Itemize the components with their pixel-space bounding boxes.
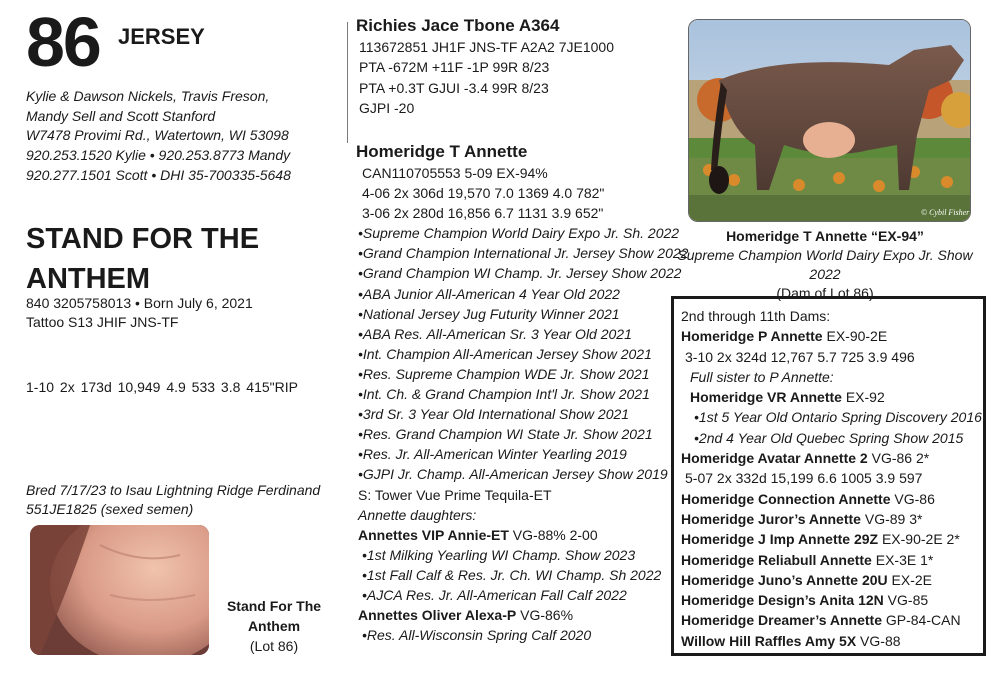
udder-photo bbox=[30, 525, 209, 655]
dam-honor: •GJPI Jr. Champ. All-American Jersey Show 2019 bbox=[358, 466, 668, 483]
dam-honor: •Res. Grand Champion WI State Jr. Show 2021 bbox=[358, 426, 653, 443]
dam-sire-line: S: Tower Vue Prime Tequila-ET bbox=[358, 486, 552, 503]
sire-name: Richies Jace Tbone A364 bbox=[356, 16, 560, 35]
dam-entry-score: VG-86 2* bbox=[867, 450, 930, 467]
owners-phone: 920.277.1501 Scott • DHI 35-700335-5648 bbox=[26, 166, 291, 183]
dam-entry-name: Homeridge VR Annette bbox=[690, 389, 842, 406]
dam-entry-score: VG-85 bbox=[883, 592, 929, 609]
daughters-label: Annette daughters: bbox=[358, 506, 477, 523]
dam-entry-score: EX-2E bbox=[887, 571, 933, 588]
dams-heading: 2nd through 11th Dams: bbox=[681, 308, 831, 324]
caption-lot: (Lot 86) bbox=[249, 638, 299, 654]
photo-watermark: © Cybil Fisher bbox=[921, 208, 970, 217]
dam-honor: •Supreme Champion World Dairy Expo Jr. Sh. 2022 bbox=[358, 225, 680, 242]
dam-entry-score: EX-3E 1* bbox=[871, 551, 934, 568]
daughter-honor: •1st Fall Calf & Res. Jr. Ch. WI Champ. Sh 2022 bbox=[362, 566, 662, 583]
daughter-honor: •AJCA Res. Jr. All-American Fall Calf 2022 bbox=[362, 586, 627, 603]
sire-line: 113672851 JH1F JNS-TF A2A2 7JE1000 bbox=[359, 39, 615, 55]
dams-box bbox=[671, 296, 986, 656]
owners-block bbox=[26, 87, 291, 186]
sire-line: PTA -672M +11F -1P 99R 8/23 bbox=[359, 59, 550, 76]
dam-entry bbox=[681, 631, 982, 651]
dam-entry bbox=[681, 489, 982, 509]
tattoo-line: Tattoo S13 JHIF JNS-TF bbox=[26, 314, 179, 330]
dam-photo bbox=[688, 19, 971, 222]
sire-line: PTA +0.3T GJUI -3.4 99R 8/23 bbox=[359, 79, 549, 96]
owners-line: Mandy Sell and Scott Stanford bbox=[26, 107, 216, 124]
dam-entry bbox=[681, 326, 982, 346]
dam-photo-caption bbox=[660, 227, 990, 303]
dam-honor: •ABA Junior All-American 4 Year Old 2022 bbox=[358, 285, 620, 302]
dam-entry-score: EX-92 bbox=[841, 389, 885, 406]
dam-photo-image bbox=[689, 20, 970, 221]
dam-entry bbox=[690, 387, 982, 407]
dam-honor: •Grand Champion International Jr. Jersey Show 2022 bbox=[358, 245, 689, 262]
dam-entry bbox=[681, 610, 982, 630]
dam-honor: •Grand Champion WI Champ. Jr. Jersey Show 2022 bbox=[358, 265, 682, 282]
photo-caption-note: (Dam of Lot 86) bbox=[776, 285, 874, 301]
bred-line: Bred 7/17/23 to Isau Lightning Ridge Ferdinand bbox=[26, 482, 321, 498]
dam-entry-score: EX-90-2E bbox=[822, 328, 888, 345]
dam-entry bbox=[681, 570, 982, 590]
animal-name bbox=[26, 219, 259, 299]
dam-honor: •ABA Res. All-American Sr. 3 Year Old 2021 bbox=[358, 325, 632, 342]
daughter-score: VG-86% bbox=[516, 607, 574, 624]
daughter-name: Annettes VIP Annie-ET bbox=[358, 526, 509, 543]
dam-entry-note: Full sister to P Annette: bbox=[690, 368, 834, 385]
dam-entry bbox=[681, 509, 982, 529]
dam-entry-name: Homeridge Design’s Anita 12N bbox=[681, 592, 884, 609]
dam-honor: •Res. Jr. All-American Winter Yearling 2019 bbox=[358, 446, 627, 463]
daughter-honor: •1st Milking Yearling WI Champ. Show 2023 bbox=[362, 546, 636, 563]
dam-entry-score: VG-88 bbox=[856, 632, 901, 649]
breeding-info bbox=[26, 481, 320, 519]
daughter-name: Annettes Oliver Alexa-P bbox=[358, 607, 517, 624]
owners-address: W7478 Provimi Rd., Watertown, WI 53098 bbox=[26, 127, 289, 144]
dam-entry bbox=[681, 529, 982, 549]
photo-caption-title: Homeridge T Annette “EX-94” bbox=[726, 228, 924, 244]
caption-name: Stand For The bbox=[226, 598, 322, 614]
udder-photo-caption bbox=[214, 596, 334, 656]
dam-entry-name: Homeridge Dreamer’s Annette bbox=[681, 612, 882, 629]
daughter-entry bbox=[358, 605, 688, 625]
dam-block bbox=[356, 142, 688, 645]
dam-entry-record: 5-07 2x 332d 15,199 6.6 1005 3.9 597 bbox=[685, 470, 923, 487]
daughter-honor: •Res. All-Wisconsin Spring Calf 2020 bbox=[362, 627, 592, 644]
dam-honor: •3rd Sr. 3 Year Old International Show 2021 bbox=[358, 406, 630, 423]
photo-caption-award: Supreme Champion World Dairy Expo Jr. Show 2022 bbox=[677, 247, 973, 282]
dam-entry-name: Homeridge Connection Annette bbox=[681, 490, 891, 507]
dam-entry-score: VG-86 bbox=[890, 490, 935, 507]
caption-name: Anthem bbox=[247, 618, 301, 634]
sire-block bbox=[356, 16, 614, 118]
dam-registration: CAN110705553 5-09 EX-94% bbox=[362, 165, 548, 181]
production-record: 1-10 2x 173d 10,949 4.9 533 3.8 415"RIP bbox=[26, 379, 298, 395]
dam-entry bbox=[681, 550, 982, 570]
dam-entry-name: Willow Hill Raffles Amy 5X bbox=[681, 632, 857, 649]
dam-entry bbox=[681, 590, 982, 610]
dam-honor: •Res. Supreme Champion WDE Jr. Show 2021 bbox=[358, 365, 650, 382]
animal-name-line: ANTHEM bbox=[26, 263, 151, 295]
dam-entry-score: EX-90-2E 2* bbox=[878, 531, 960, 548]
dam-entry-score: GP-84-CAN bbox=[881, 612, 961, 629]
sire-divider bbox=[347, 22, 348, 143]
dam-entry-name: Homeridge Reliabull Annette bbox=[681, 551, 872, 568]
owners-line: Kylie & Dawson Nickels, Travis Freson, bbox=[26, 88, 270, 104]
dam-entry bbox=[681, 448, 982, 468]
animal-name-line: STAND FOR THE bbox=[26, 223, 260, 255]
dam-entry-record: 3-10 2x 324d 12,767 5.7 725 3.9 496 bbox=[685, 348, 915, 365]
lot-number: 86 bbox=[26, 3, 100, 81]
dam-record: 4-06 2x 306d 19,570 7.0 1369 4.0 782" bbox=[362, 185, 605, 202]
breed-label: JERSEY bbox=[118, 24, 205, 49]
sire-line: GJPI -20 bbox=[359, 99, 415, 116]
daughter-score: VG-88% 2-00 bbox=[508, 526, 598, 543]
dam-entry-name: Homeridge Juror’s Annette bbox=[681, 510, 861, 527]
dam-honor: •National Jersey Jug Futurity Winner 2021 bbox=[358, 305, 620, 322]
bred-line: 551JE1825 (sexed semen) bbox=[26, 501, 194, 517]
daughter-entry bbox=[358, 525, 688, 545]
udder-photo-image bbox=[30, 525, 209, 655]
dam-record: 3-06 2x 280d 16,856 6.7 1131 3.9 652" bbox=[362, 205, 604, 222]
dam-honor: •Int. Champion All-American Jersey Show 2021 bbox=[358, 345, 652, 362]
registration-block bbox=[26, 294, 253, 332]
dam-entry-score: VG-89 3* bbox=[860, 510, 923, 527]
dam-entry-honor: •1st 5 Year Old Ontario Spring Discovery 2016 bbox=[694, 409, 982, 426]
dam-entry-name: Homeridge J Imp Annette 29Z bbox=[681, 531, 879, 548]
dam-entry-honor: •2nd 4 Year Old Quebec Spring Show 2015 bbox=[694, 429, 964, 446]
dam-entry-name: Homeridge Juno’s Annette 20U bbox=[681, 571, 888, 588]
dam-honor: •Int. Ch. & Grand Champion Int'l Jr. Show 2021 bbox=[358, 386, 650, 403]
owners-phone: 920.253.1520 Kylie • 920.253.8773 Mandy bbox=[26, 147, 291, 164]
dam-entry-name: Homeridge P Annette bbox=[681, 328, 823, 345]
dam-name: Homeridge T Annette bbox=[356, 142, 528, 161]
dam-entry-name: Homeridge Avatar Annette 2 bbox=[681, 450, 868, 467]
registration-line: 840 3205758013 • Born July 6, 2021 bbox=[26, 295, 253, 311]
